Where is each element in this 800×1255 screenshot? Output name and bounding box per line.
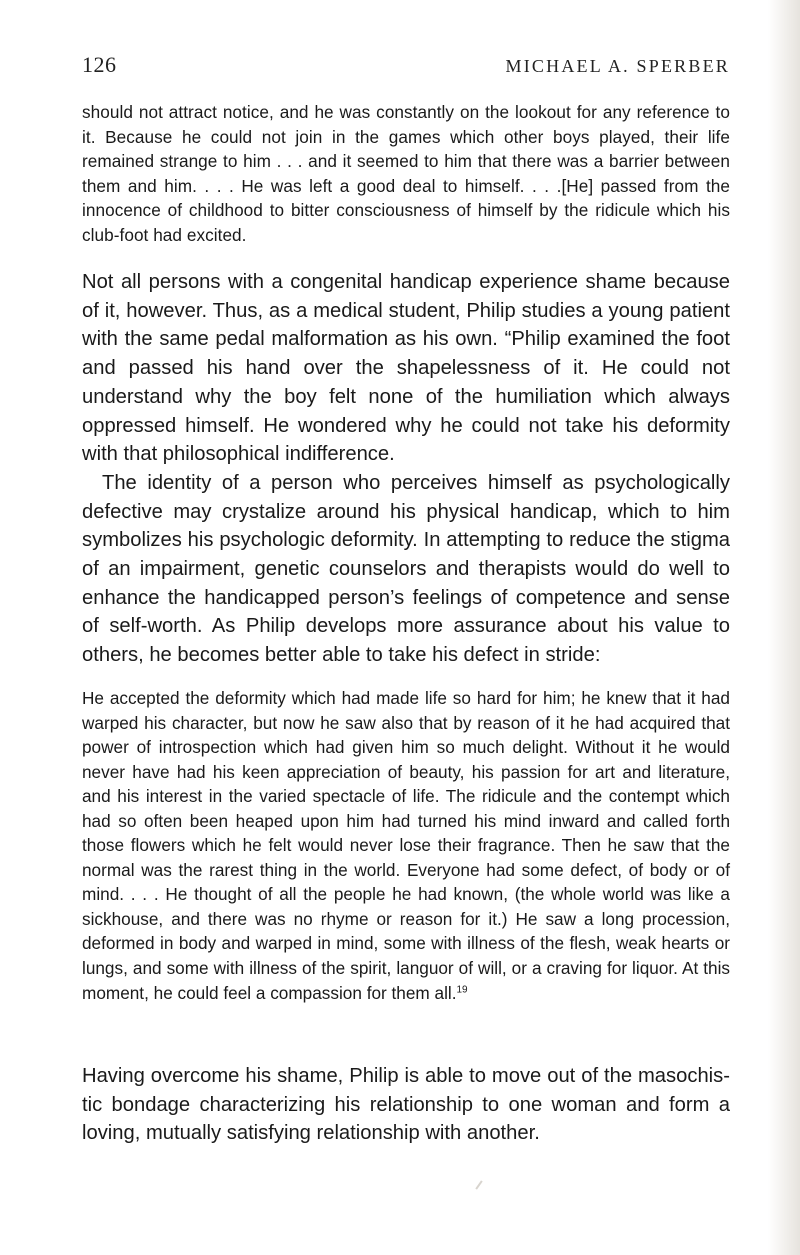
paragraph-final: Having overcome his shame, Philip is able to move out of the masochistic bondage characterizing his relationship to one woman and form a loving, mutually satisfying relationship with another. <box>82 1065 730 1145</box>
page-header <box>82 52 730 82</box>
paragraph-identity: The identity of a person who perceives himself as psychologically defective may crystalize around his physical handicap, which to him symbolizes his psychologic deformity. In attempting to reduce the stigma of an impairment, genetic counselors and therapists would do well to enhance the handicapped person’s feelings of competence and sense of self-worth. As Philip develops more assurance about his value to others, he becomes better able to take his defect in stride: <box>82 471 730 667</box>
block-quote-text: He accepted the deformity which had made life so hard for him; he knew that it had warped his character, but now he saw also that by reason of it he had acquired that power of introspection which had given him so much delight. Without it he would never have had his keen appreciation of beauty, his passion for art and literature, and his interest in the varied spectacle of life. The ridicule and the contempt which had so often been heaped upon him had turned his mind inward and called forth those flowers which he felt would never lose their fragrance. Then he saw that the normal was the rarest thing in the world. Everyone had some defect, of body or of mind. . . . He thought of all the people he had known, (the whole world was like a sickhouse, and there was no rhyme or reason for it.) He saw a long procession, deformed in body and warped in mind, some with illness of the flesh, weak hearts or lungs, and some with illness of the spirit, languor of will, or a craving for liquor. At this moment, he could feel a compassion for them all. <box>82 688 730 1003</box>
paragraph-shame: Not all persons with a congenital handicap experience shame because of it, however. Thus, as a medical student, Philip studies a young patient with the same pedal malformation as his own. “Philip examined the foot and passed his hand over the shapelessness of it. He could not understand why the boy felt none of the humiliation which always oppressed himself. He wondered why he could not take his deformity with that philosophical indifference. <box>82 271 730 466</box>
page-mark <box>475 1180 482 1189</box>
page-number: 126 <box>82 52 117 77</box>
block-quote-continued: should not attract notice, and he was constantly on the lookout for any reference to it. Because he could not join in the games which other boys played, their life remained strange to him . . . and it seemed to him that there was a barrier between them and him. . . . He was left a good deal to himself. . . .[He] passed from the innocence of childhood to bitter consciousness of himself by the ridicule which his club-foot had excited. <box>82 102 730 245</box>
running-head: MICHAEL A. SPERBER <box>505 56 730 76</box>
final-text-block <box>82 1062 730 1148</box>
block-quote <box>82 686 730 1005</box>
main-text-block <box>82 268 730 670</box>
footnote-reference: 19 <box>456 983 468 995</box>
